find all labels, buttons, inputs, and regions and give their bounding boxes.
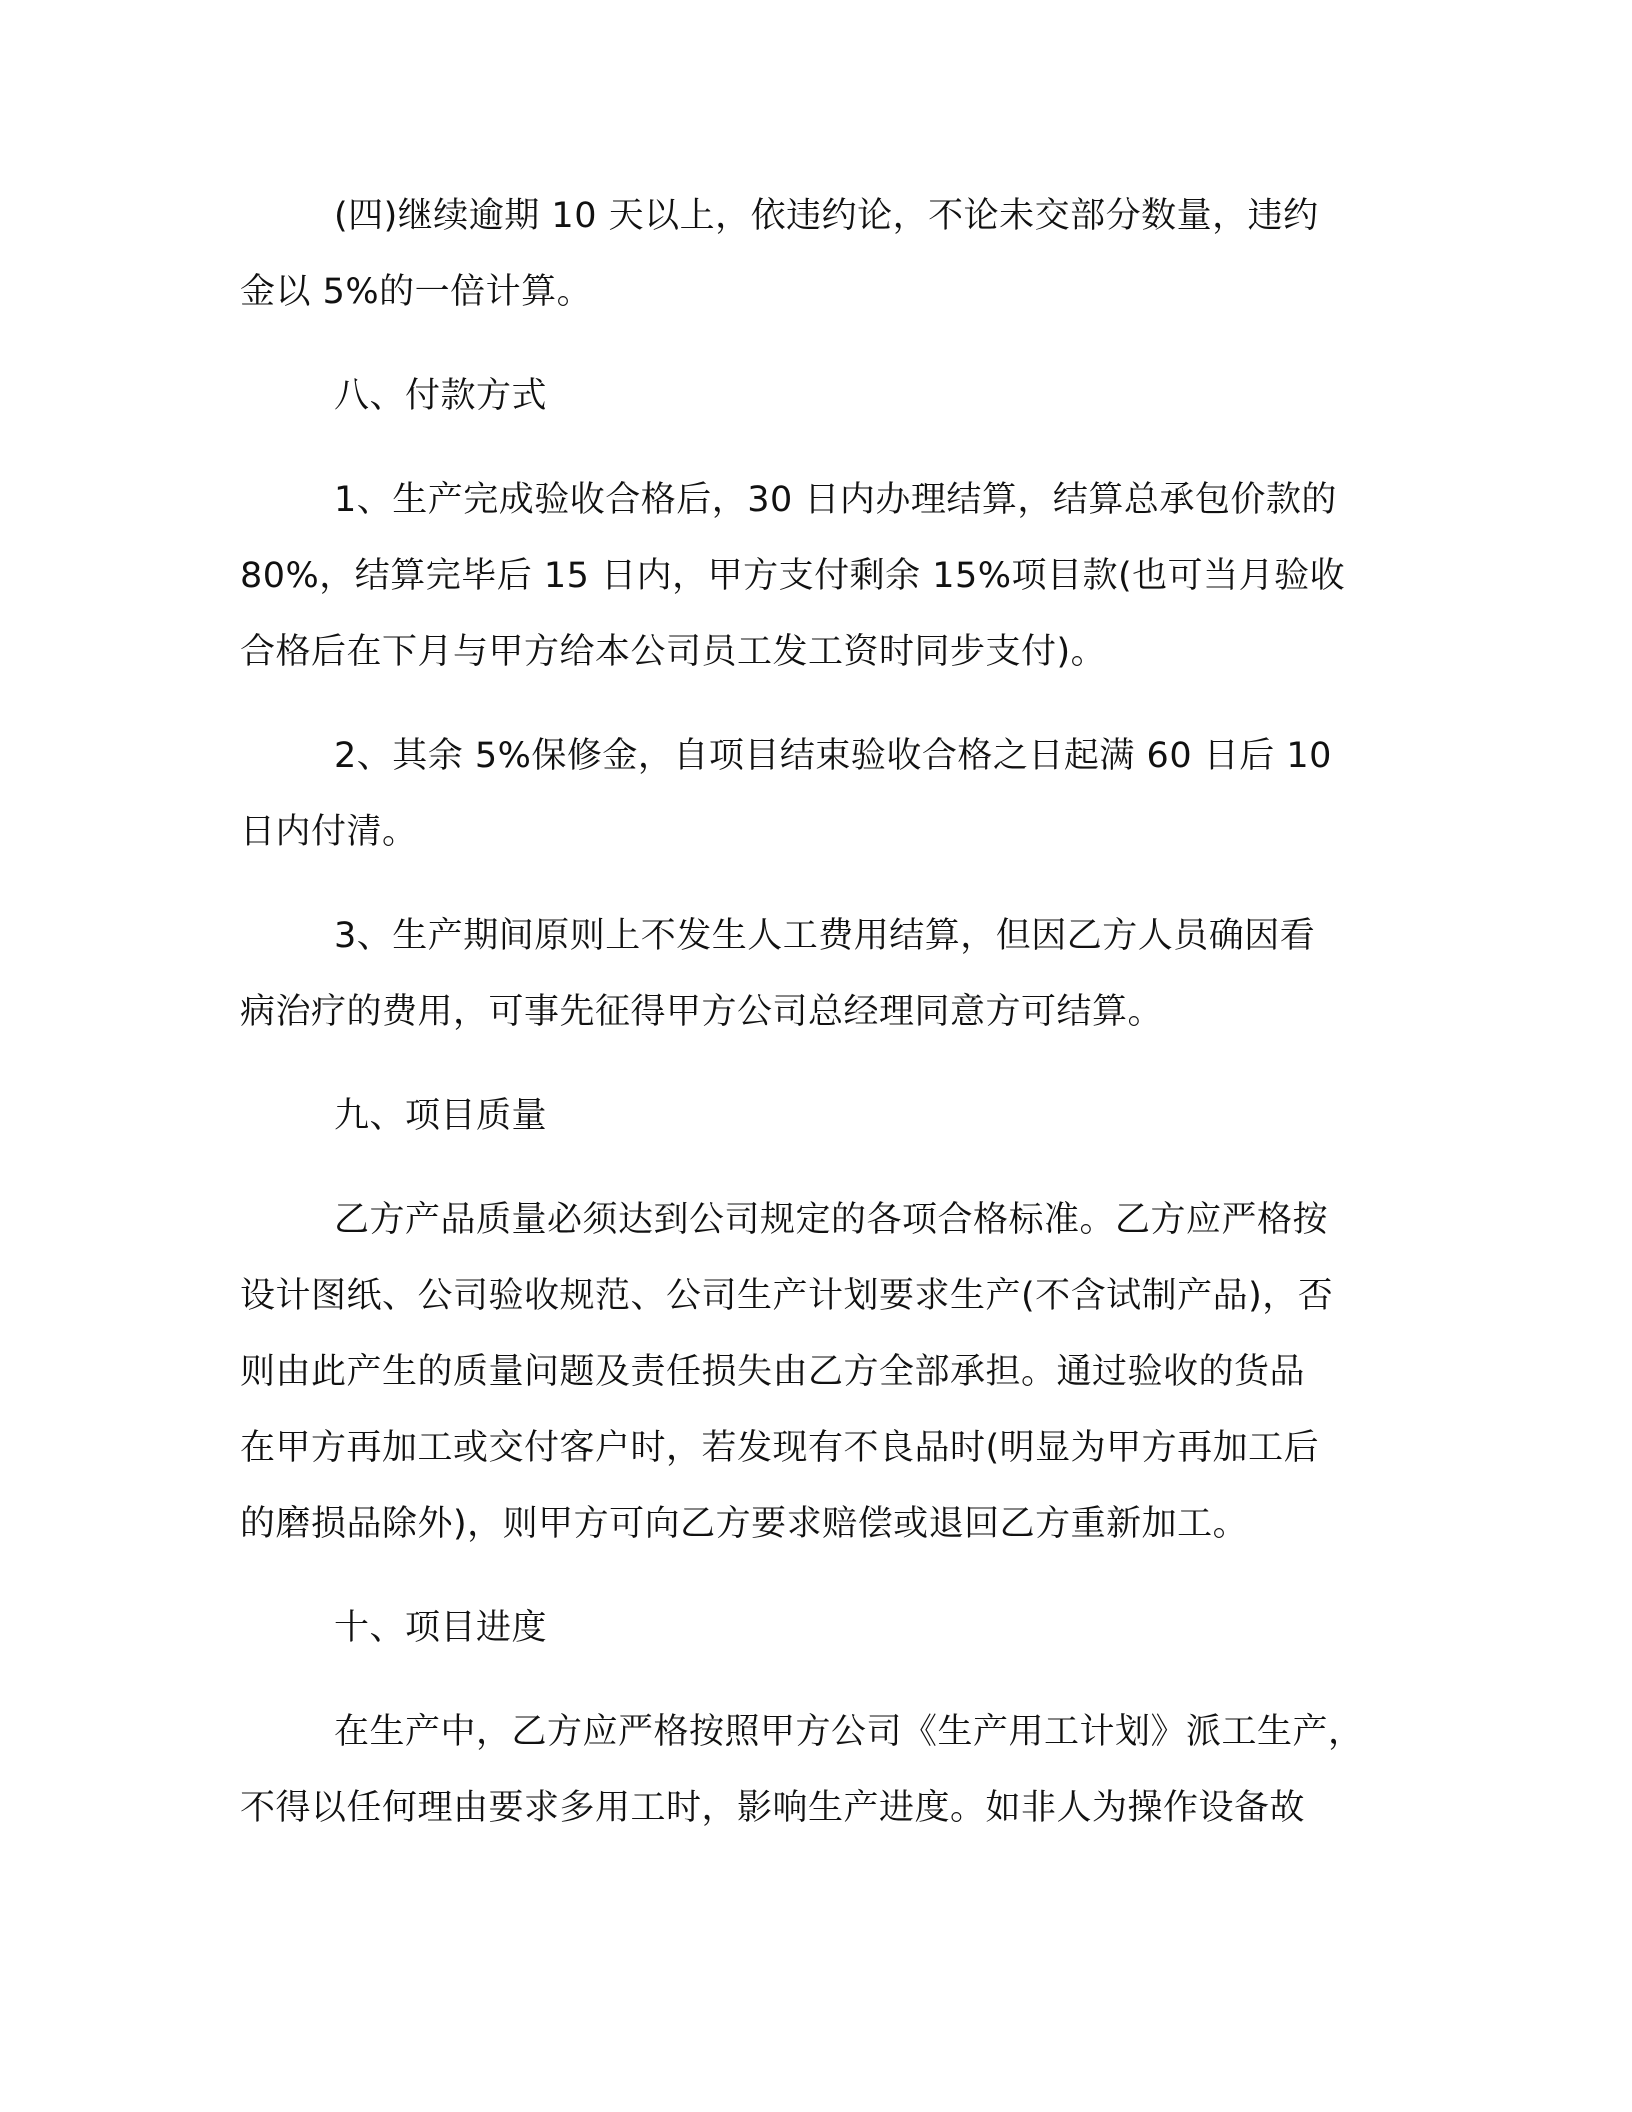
paragraph-line: 日内付清。 bbox=[240, 812, 418, 852]
paragraph-progress bbox=[240, 1694, 1400, 1846]
paragraph-line: 80%，结算完毕后 15 日内，甲方支付剩余 15%项目款(也可当月验收 bbox=[240, 556, 1346, 596]
paragraph-line: 在生产中，乙方应严格按照甲方公司《生产用工计划》派工生产， bbox=[334, 1712, 1364, 1752]
paragraph-payment-2 bbox=[240, 718, 1400, 870]
paragraph-line: 合格后在下月与甲方给本公司员工发工资时同步支付)。 bbox=[240, 632, 1107, 672]
paragraph-line: 设计图纸、公司验收规范、公司生产计划要求生产(不含试制产品)，否 bbox=[240, 1276, 1334, 1316]
section-heading-quality: 九、项目质量 bbox=[334, 1096, 548, 1136]
paragraph-line: 不得以任何理由要求多用工时，影响生产进度。如非人为操作设备故 bbox=[240, 1788, 1306, 1828]
paragraph-line: 乙方产品质量必须达到公司规定的各项合格标准。乙方应严格按 bbox=[334, 1200, 1329, 1240]
document-body bbox=[240, 178, 1400, 1874]
paragraph-line: 2、其余 5%保修金，自项目结束验收合格之日起满 60 日后 10 bbox=[334, 736, 1332, 776]
paragraph-quality bbox=[240, 1182, 1400, 1562]
paragraph-line: 1、生产完成验收合格后，30 日内办理结算，结算总承包价款的 bbox=[334, 480, 1337, 520]
paragraph-line: 病治疗的费用，可事先征得甲方公司总经理同意方可结算。 bbox=[240, 992, 1164, 1032]
paragraph-line: 3、生产期间原则上不发生人工费用结算，但因乙方人员确因看 bbox=[334, 916, 1316, 956]
section-heading-progress: 十、项目进度 bbox=[334, 1608, 548, 1648]
paragraph-overdue-penalty bbox=[240, 178, 1400, 330]
paragraph-line: (四)继续逾期 10 天以上，依违约论，不论未交部分数量，违约 bbox=[334, 196, 1319, 236]
paragraph-line: 在甲方再加工或交付客户时，若发现有不良品时(明显为甲方再加工后 bbox=[240, 1428, 1320, 1468]
paragraph-payment-3 bbox=[240, 898, 1400, 1050]
section-heading-payment: 八、付款方式 bbox=[334, 376, 548, 416]
paragraph-line: 的磨损品除外)，则甲方可向乙方要求赔偿或退回乙方重新加工。 bbox=[240, 1504, 1249, 1544]
paragraph-line: 金以 5%的一倍计算。 bbox=[240, 272, 593, 312]
paragraph-line: 则由此产生的质量问题及责任损失由乙方全部承担。通过验收的货品 bbox=[240, 1352, 1306, 1392]
paragraph-payment-1 bbox=[240, 462, 1400, 690]
